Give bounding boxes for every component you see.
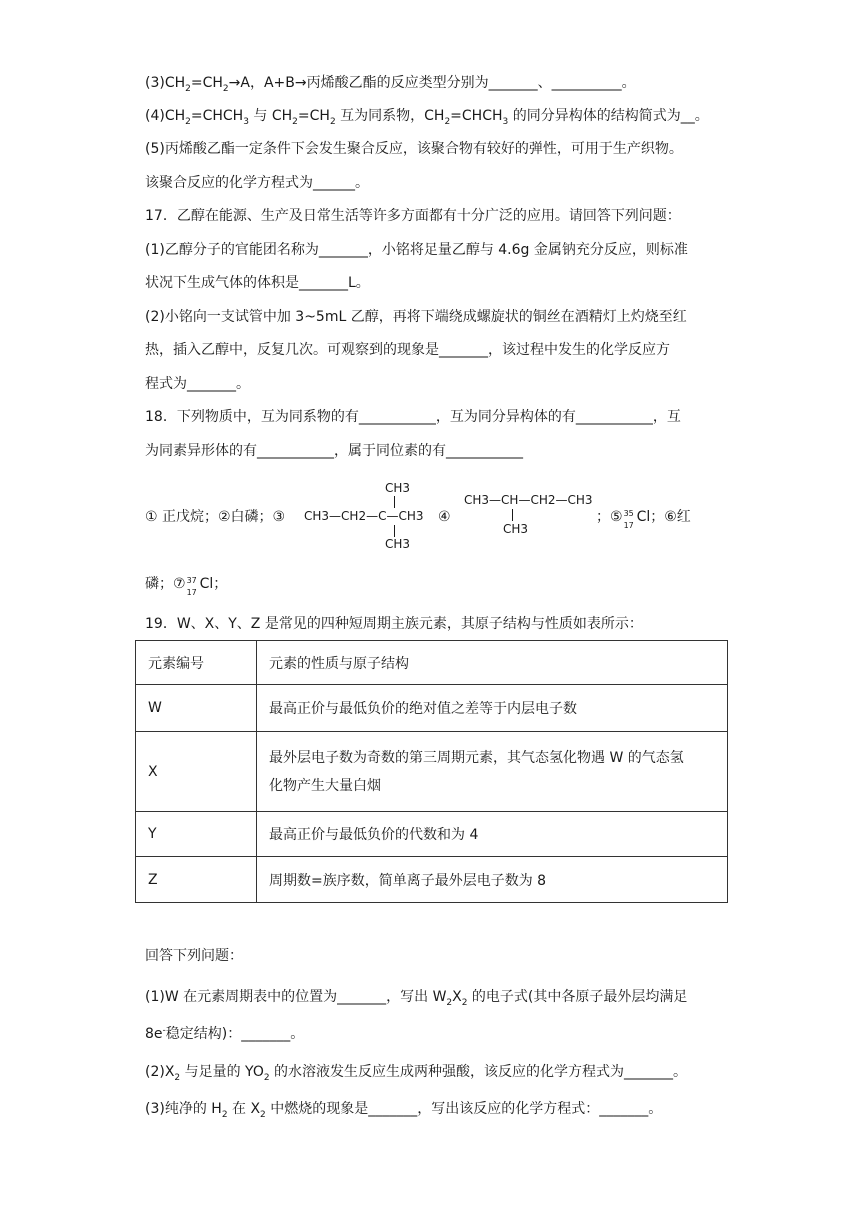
q19-stem: 19．W、X、Y、Z 是常见的四种短周期主族元素，其原子结构与性质如表所示： [145,616,643,632]
q16-part5-line2: 该聚合反应的化学方程式为______。 [145,175,369,191]
q17-part1-line1: (1)乙醇分子的官能团名称为_______，小铭将足量乙醇与 4.6g 金属钠充分反应，则标准 [145,242,688,258]
table-row [136,685,728,732]
q19-part2: $(2)X_2$ 与足量的 $YO_2$ 的水溶液发生反应生成两种强酸，该反应的化学方程式为_______。 [145,1064,688,1083]
q19-part1-line2: 8e-稳定结构)：_______。 [145,1025,305,1042]
table-cell-desc: 周期数=族序数，简单离子最外层电子数为 8 [257,857,728,903]
q17-part2-line2: 热，插入乙醇中，反复几次。可观察到的现象是_______，该过程中发生的化学反应方 [145,342,670,358]
q17-part2-line1: (2)小铭向一支试管中加 3~5mL 乙醇，再将下端绕成螺旋状的铜丝在酒精灯上灼烧至红 [145,309,687,325]
q18-items-line2: 磷；⑦ 37 17 Cl； [145,576,228,597]
isotope-cl37: 37 17 [186,576,197,597]
mol3-main: CH3—CH2—C—CH3 [304,509,424,523]
element-table [135,640,728,903]
q19-part3: (3)纯净的 $H_2$ 在 $X_2$ 中燃烧的现象是_______，写出该反应的化学方程式：_______。 [145,1101,663,1120]
q18-items-line1: ① 正戊烷；②白磷；③ [145,509,286,525]
mol3-bond-up [394,496,395,508]
q17-part2-line3: 程式为_______。 [145,376,250,392]
table-cell-desc: 最外层电子数为奇数的第三周期元素，其气态氢化物遇 W 的气态氢 化物产生大量白烟 [257,732,728,812]
table-cell-id: X [136,732,257,812]
table-header-desc: 元素的性质与原子结构 [257,641,728,685]
q17-part1-line2: 状况下生成气体的体积是_______L。 [145,275,370,291]
table-cell-id: Y [136,812,257,857]
q19-answer-prompt: 回答下列问题： [145,948,243,964]
mol4-main: CH3—CH—CH2—CH3 [464,493,593,507]
mol3-top: CH3 [385,481,411,495]
q18-stem-line2: 为同素异形体的有___________，属于同位素的有___________ [145,443,523,459]
mol3-bottom: CH3 [385,537,411,551]
isotope-cl35: 35 17 [623,509,634,530]
q16-part5-line1: (5)丙烯酸乙酯一定条件下会发生聚合反应，该聚合物有较好的弹性，可用于生产织物。 [145,141,683,157]
mol3-bond-down [394,525,395,537]
mol4-bond-down [512,509,513,521]
table-row [136,812,728,857]
q18-item4: ④ [438,509,451,525]
q18-stem-line1: 18．下列物质中，互为同系物的有___________，互为同分异构体的有___________，互 [145,409,681,425]
table-header-id: 元素编号 [136,641,257,685]
mol4-branch: CH3 [503,522,529,536]
q16-part4: $(4)CH_2=CHCH_3$ 与 $CH_2=CH_2$ 互为同系物，$CH_2=CHCH_3$ 的同分异构体的结构简式为__。 [145,108,709,127]
table-cell-desc: 最高正价与最低负价的绝对值之差等于内层电子数 [257,685,728,732]
table-cell-id: W [136,685,257,732]
q19-part1-line1: (1)W 在元素周期表中的位置为_______，写出 $W_2X_2$ 的电子式(其中各原子最外层均满足 [145,989,688,1008]
table-header-row [136,641,728,685]
q18-items-tail: ；⑤ 35 17 Cl；⑥红 [596,509,691,530]
table-cell-id: Z [136,857,257,903]
q17-stem: 17．乙醇在能源、生产及日常生活等许多方面都有十分广泛的应用。请回答下列问题： [145,208,681,224]
q16-part3: $(3)CH_2=CH_2\to A$，A+B→丙烯酸乙酯的反应类型分别为_______、__________。 [145,75,636,94]
table-row [136,732,728,812]
table-cell-desc: 最高正价与最低负价的代数和为 4 [257,812,728,857]
table-row [136,857,728,903]
